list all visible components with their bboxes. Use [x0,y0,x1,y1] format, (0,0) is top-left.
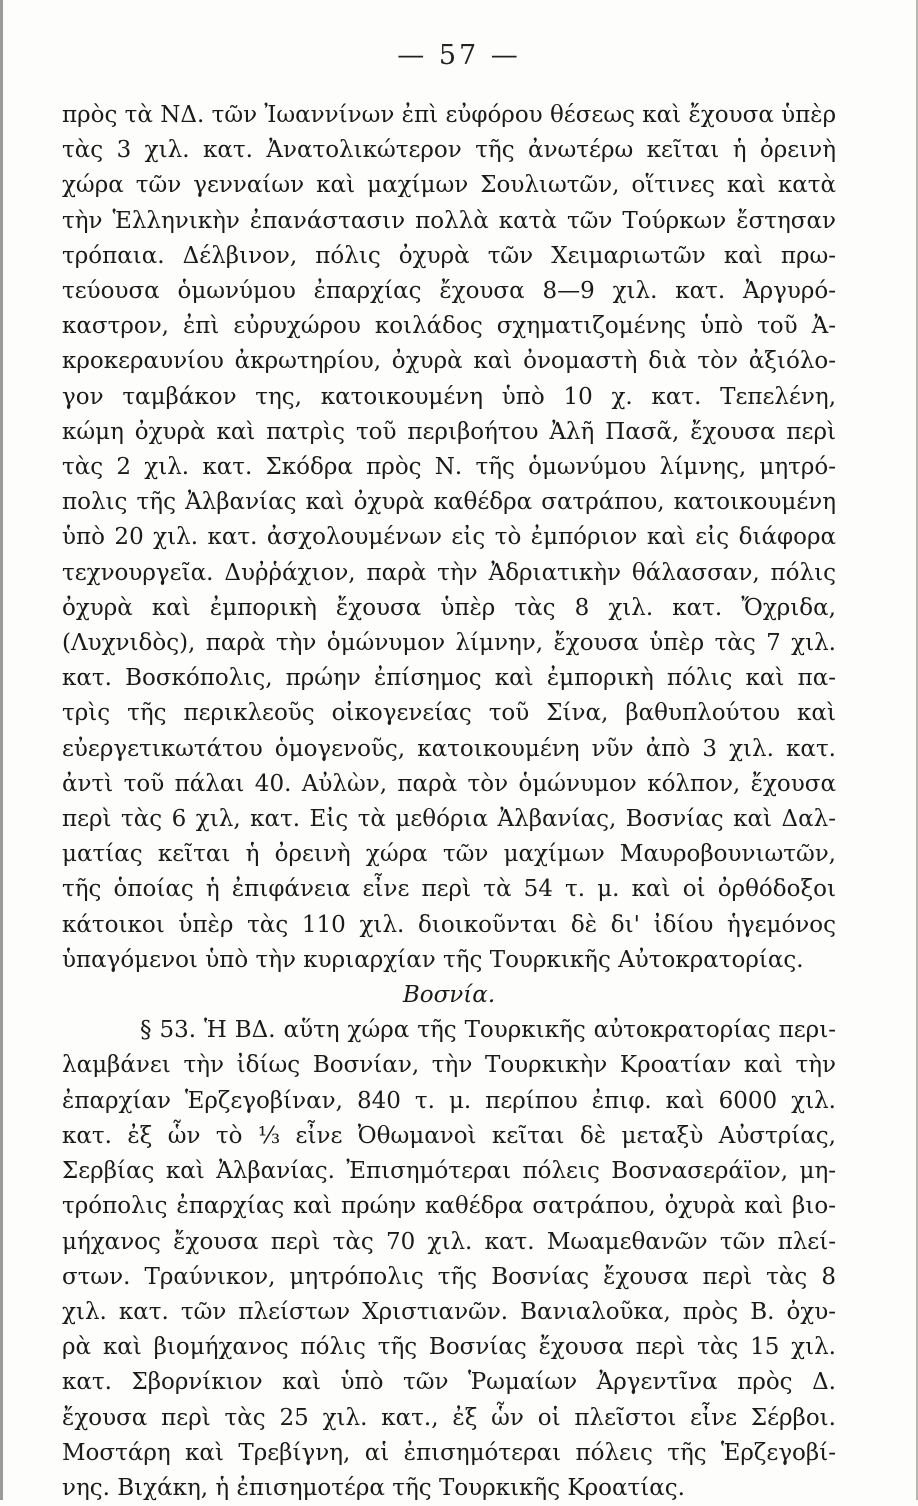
text-line: χιλ. κατ. τῶν πλείστων Χριστιανῶν. Βανιαλοῦκα, πρὸς Β. ὀχυ- [62,1298,836,1325]
text-line: τῆς ὁποίας ἡ ἐπιφάνεια εἶνε περὶ τὰ 54 τ. μ. καὶ οἱ ὀρθόδοξοι [62,876,836,903]
text-line: λαμβάνει τὴν ἰδίως Βοσνίαν, τὴν Τουρκικὴν Κροατίαν καὶ τὴν [62,1052,836,1079]
text-line: κώμη ὀχυρὰ καὶ πατρὶς τοῦ περιβοήτου Ἀλῆ Πασᾶ, ἔχουσα περὶ [62,418,836,445]
text-line: γον ταμβάκον της, κατοικουμένη ὑπὸ 10 χ. κατ. Τεπελένη, [62,383,836,410]
text-line: ἔχουσα περὶ τὰς 25 χιλ. κατ., ἐξ ὧν οἱ πλεῖστοι εἶνε Σέρβοι. [62,1404,836,1431]
text-line: ὀχυρὰ καὶ ἐμπορικὴ ἔχουσα ὑπὲρ τὰς 8 χιλ. κατ. Ὄχριδα, [62,594,836,621]
text-line: ματίας κεῖται ἡ ὀρεινὴ χώρα τῶν μαχίμων Μαυροβουνιωτῶν, [62,841,836,868]
text-line: Σερβίας καὶ Ἀλβανίας. Ἐπισημότεραι πόλεις Βοσνασεράϊον, μη- [62,1158,836,1185]
text-line: κατ. Βοσκόπολις, πρώην ἐπίσημος καὶ ἐμπορικὴ πόλις καὶ πα- [62,665,836,692]
text-line: πολις τῆς Ἀλβανίας καὶ ὀχυρὰ καθέδρα σατράπου, κατοικουμένη [62,489,836,516]
text-line: τὰς 3 χιλ. κατ. Ἀνατολικώτερον τῆς ἀνωτέρω κεῖται ἡ ὀρεινὴ [62,137,836,164]
text-line: τρόπολις ἐπαρχίας καὶ πρώην καθέδρα σατράπου, ὀχυρὰ καὶ βιο- [62,1193,836,1220]
text-line: τρὶς τῆς περικλεοῦς οἰκογενείας τοῦ Σίνα, βαθυπλούτου καὶ [62,700,836,727]
text-line: τὴν Ἑλληνικὴν ἐπανάστασιν πολλὰ κατὰ τῶν Τούρκων ἔστησαν [62,207,836,234]
text-line: ὑπαγόμενοι ὑπὸ τὴν κυριαρχίαν τῆς Τουρκικῆς Αὐτοκρατορίας. [62,946,804,973]
text-line: εὐεργετικωτάτου ὁμογενοῦς, κατοικουμένη νῦν ἀπὸ 3 χιλ. κατ. [62,735,836,762]
text-line: ἐπαρχίαν Ἑρζεγοβίναν, 840 τ. μ. περίπου ἐπιφ. καὶ 6000 χιλ. [62,1087,836,1114]
text-line: τεύουσα ὁμωνύμου ἐπαρχίας ἔχουσα 8—9 χιλ. κατ. Ἀργυρό- [62,278,836,305]
text-line: κροκεραυνίου ἀκρωτηρίου, ὀχυρὰ καὶ ὀνομαστὴ διὰ τὸν ἀξιόλο- [62,348,836,375]
text-line: (Λυχνιδὸς), παρὰ τὴν ὁμώνυμον λίμνην, ἔχουσα ὑπὲρ τὰς 7 χιλ. [62,630,836,657]
text-line: Μοστάρη καὶ Τρεβίγνη, αἱ ἐπισημότεραι πόλεις τῆς Ἑρζεγοβί- [62,1439,836,1466]
text-line: μήχανος ἔχουσα περὶ τὰς 70 χιλ. κατ. Μωαμεθανῶν τῶν πλεί- [62,1228,836,1255]
page-number: — 57 — [397,40,521,71]
text-line: στων. Τραύνικον, μητρόπολις τῆς Βοσνίας ἔχουσα περὶ τὰς 8 [62,1263,836,1290]
text-line: ρὰ καὶ βιομήχανος πόλις τῆς Βοσνίας ἔχουσα περὶ τὰς 15 χιλ. [62,1334,836,1361]
text-line: κάτοικοι ὑπὲρ τὰς 110 χιλ. διοικοῦνται δὲ δι' ἰδίου ἡγεμόνος [62,911,836,938]
text-line: τρόπαια. Δέλβινον, πόλις ὀχυρὰ τῶν Χειμαριωτῶν καὶ πρω- [62,242,836,269]
text-line: τὰς 2 χιλ. κατ. Σκόδρα πρὸς Ν. τῆς ὁμωνύμου λίμνης, μητρό- [62,454,836,481]
text-line: § 53. Ἡ ΒΔ. αὕτη χώρα τῆς Τουρκικῆς αὐτοκρατορίας περι- [140,1017,836,1044]
text-line: ἀντὶ τοῦ πάλαι 40. Αὐλὼν, παρὰ τὸν ὁμώνυμον κόλπον, ἔχουσα [62,770,836,797]
text-line: τεχνουργεῖα. Δυῤῥάχιον, παρὰ τὴν Ἀδριατικὴν θάλασσαν, πόλις [62,559,836,586]
section-heading: Βοσνία. [402,982,496,1009]
text-line: χώρα τῶν γενναίων καὶ μαχίμων Σουλιωτῶν, οἵτινες καὶ κατὰ [62,172,836,199]
text-line: κατ. ἐξ ὧν τὸ ⅓ εἶνε Ὀθωμανοὶ κεῖται δὲ μεταξὺ Αὐστρίας, [62,1122,836,1149]
text-line: καστρον, ἐπὶ εὐρυχώρου κοιλάδος σχηματιζομένης ὑπὸ τοῦ Ἀ- [62,313,836,340]
body-text [62,98,836,1506]
text-line: νης. Βιχάκη, ἡ ἐπισημοτέρα τῆς Τουρκικῆς Κροατίας. [62,1474,685,1501]
page-edge-left [0,0,3,1500]
text-line: πρὸς τὰ ΝΔ. τῶν Ἰωαννίνων ἐπὶ εὐφόρου θέσεως καὶ ἔχουσα ὑπὲρ [62,102,836,128]
text-line: περὶ τὰς 6 χιλ, κατ. Εἰς τὰ μεθόρια Ἀλβανίας, Βοσνίας καὶ Δαλ- [62,806,836,833]
text-line: ὑπὸ 20 χιλ. κατ. ἀσχολουμένων εἰς τὸ ἐμπόριον καὶ εἰς διάφορα [62,524,836,551]
text-line: κατ. Σβορνίκιον καὶ ὑπὸ τῶν Ῥωμαίων Ἀργεντῖνα πρὸς Δ. [62,1369,836,1396]
